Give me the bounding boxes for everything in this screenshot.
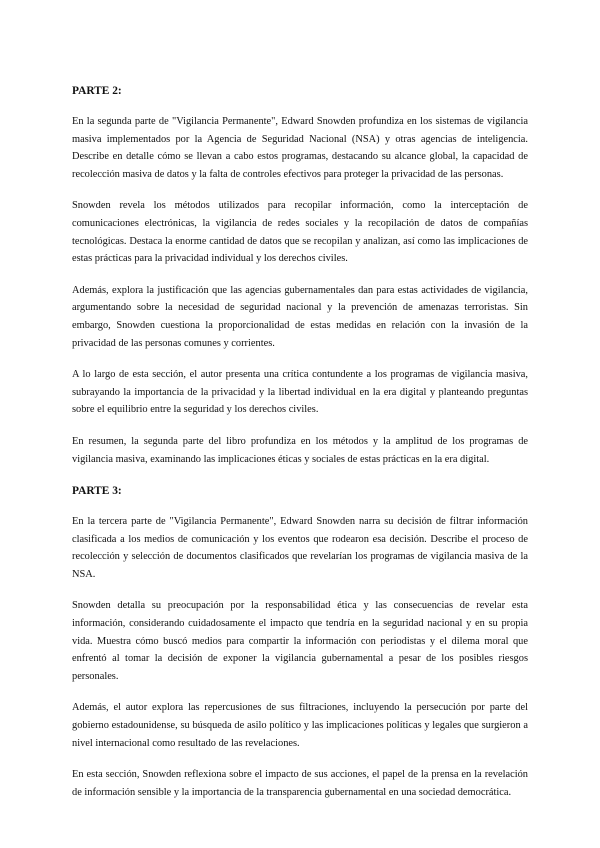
- paragraph: A lo largo de esta sección, el autor presenta una crítica contundente a los programas de vigilancia masiva, subrayando la importancia de la privacidad y la libertad individual en la era digital y planteando preguntas sobre el equilibrio entre la seguridad y los derechos civiles.: [72, 369, 528, 416]
- section-parte-3: [72, 484, 528, 801]
- document-page: [72, 84, 528, 815]
- paragraph: En resumen, la segunda parte del libro profundiza en los métodos y la amplitud de los programas de vigilancia masiva, examinando las implicaciones éticas y sociales de estas prácticas en la era digital.: [72, 435, 528, 465]
- paragraph: En esta sección, Snowden reflexiona sobre el impacto de sus acciones, el papel de la prensa en la revelación de información sensible y la importancia de la transparencia gubernamental en una sociedad democrática.: [72, 769, 528, 798]
- section-heading: PARTE 2:: [72, 85, 122, 97]
- paragraph: En la segunda parte de "Vigilancia Permanente", Edward Snowden profundiza en los sistemas de vigilancia masiva implementados por la Agencia de Seguridad Nacional (NSA) y otras agencias de inteligencia. Describe en detalle cómo se llevan a cabo estos programas, destacando su alcance global, la capacidad de recolección masiva de datos y la falta de controles efectivos para proteger la privacidad de las personas.: [72, 116, 528, 180]
- paragraph: Snowden revela los métodos utilizados para recopilar información, como la interceptación de comunicaciones electrónicas, la vigilancia de redes sociales y la recopilación de datos de compañías tecnológicas. Destaca la enorme cantidad de datos que se recopilan y analizan, así como las implicaciones de estas prácticas para la privacidad individual y los derechos civiles.: [72, 200, 528, 265]
- paragraph: En la tercera parte de "Vigilancia Permanente", Edward Snowden narra su decisión de filtrar información clasificada a los medios de comunicación y los eventos que rodearon esa decisión. Describe el proceso de recolección y selección de documentos clasificados que revelarían los programas de vigilancia masiva de la NSA.: [72, 516, 528, 580]
- paragraph: Snowden detalla su preocupación por la responsabilidad ética y las consecuencias de revelar esta información, considerando cuidadosamente el impacto que tendría en la seguridad nacional y en su propia vida. Muestra cómo buscó medios para compartir la información con periodistas y el dilema moral que enfrentó al tomar la decisión de exponer la vigilancia gubernamental a pesar de los posibles riesgos personales.: [72, 600, 528, 682]
- section-heading: PARTE 3:: [72, 485, 122, 498]
- paragraph: Además, explora la justificación que las agencias gubernamentales dan para estas actividades de vigilancia, argumentando sobre la necesidad de seguridad nacional y la prevención de amenazas terroristas. Sin embargo, Snowden cuestiona la proporcionalidad de estas medidas en relación con la invasión de la privacidad de las personas comunes y corrientes.: [72, 284, 528, 349]
- section-parte-2: [72, 84, 528, 468]
- paragraph: Además, el autor explora las repercusiones de sus filtraciones, incluyendo la persecución por parte del gobierno estadounidense, su búsqueda de asilo político y las implicaciones políticas y legales que surgieron a nivel internacional como resultado de las revelaciones.: [72, 702, 528, 749]
